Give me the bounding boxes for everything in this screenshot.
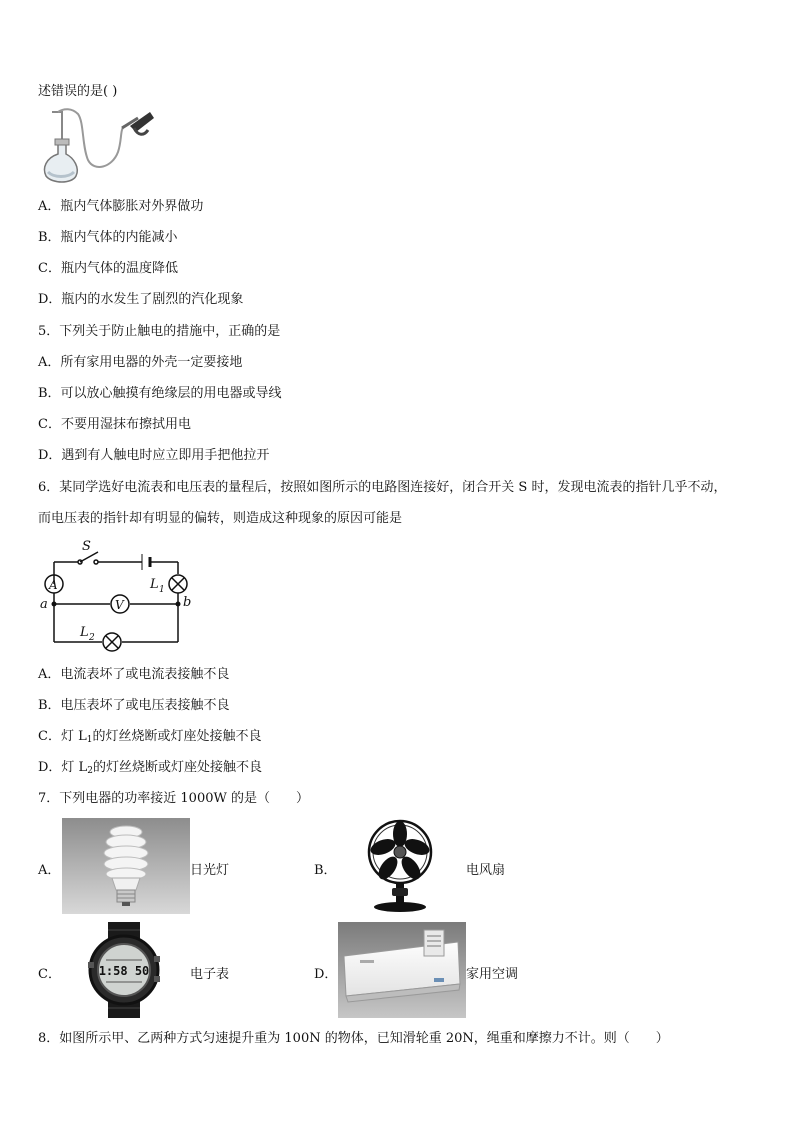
- q5-stem: 5．下列关于防止触电的措施中，正确的是: [38, 324, 281, 339]
- voltmeter-label: V: [115, 598, 124, 612]
- watch-display: 1:58 50: [98, 964, 150, 978]
- q7-option-c-label: 电子表: [190, 967, 230, 982]
- cfl-bulb-icon: [62, 818, 190, 914]
- node-b-label: b: [183, 595, 192, 610]
- q6-stem-line2: 而电压表的指针却有明显的偏转，则造成这种现象的原因可能是: [38, 511, 403, 526]
- q4-option-a: A．瓶内气体膨胀对外界做功: [38, 199, 204, 214]
- air-conditioner-icon: [338, 922, 466, 1018]
- ammeter-label: A: [49, 578, 58, 592]
- q6-stem-line1: 6．某同学选好电流表和电压表的量程后，按照如图所示的电路图连接好，闭合开关 S 时，发现电流表的指针几乎不动，: [38, 480, 727, 495]
- lamp2-sub: 2: [89, 633, 95, 643]
- q5-option-d: D．遇到有人触电时应立即用手把他拉开: [38, 448, 270, 463]
- lamp1-sub: 1: [159, 585, 165, 595]
- q5-option-c: C．不要用湿抹布擦拭用电: [38, 417, 191, 432]
- q7-option-b-label: 电风扇: [466, 863, 506, 878]
- q7-option-d-letter: D．: [314, 967, 338, 982]
- q6-option-b: B．电压表坏了或电压表接触不良: [38, 698, 230, 713]
- q7-option-a-letter: A．: [38, 863, 61, 878]
- circuit-diagram: [38, 536, 198, 654]
- q6-option-a: A．电流表坏了或电流表接触不良: [38, 667, 230, 682]
- q8-stem: 8．如图所示甲、乙两种方式匀速提升重为 100N 的物体，已知滑轮重 20N，绳重和摩擦力不计。则（ ）: [38, 1031, 669, 1046]
- lamp1-label: L: [150, 577, 159, 592]
- q5-option-b: B．可以放心触摸有绝缘层的用电器或导线: [38, 386, 282, 401]
- lamp2-label: L: [80, 625, 89, 640]
- flask-pump-image: [38, 106, 154, 184]
- node-a-label: a: [40, 597, 48, 612]
- q7-option-c-letter: C．: [38, 967, 61, 982]
- q4-option-b: B．瓶内气体的内能减小: [38, 230, 178, 245]
- q4-option-c: C．瓶内气体的温度降低: [38, 261, 178, 276]
- switch-label: S: [82, 539, 91, 554]
- electric-fan-icon: [362, 818, 438, 914]
- q7-option-d-label: 家用空调: [466, 967, 519, 982]
- q7-option-a-label: 日光灯: [190, 863, 230, 878]
- q4-option-d: D．瓶内的水发生了剧烈的汽化现象: [38, 292, 244, 307]
- q4-stem-tail: 述错误的是( ): [38, 84, 118, 99]
- q7-option-b-letter: B．: [314, 863, 337, 878]
- q6-option-c: C．灯 $L_1$的灯丝烧断或灯座处接触不良: [38, 729, 262, 745]
- q7-stem: 7．下列电器的功率接近 1000W 的是（ ）: [38, 791, 309, 806]
- q5-option-a: A．所有家用电器的外壳一定要接地: [38, 355, 243, 370]
- digital-watch-icon: [62, 922, 188, 1018]
- q6-option-d: D．灯 $L_2$的灯丝烧断或灯座处接触不良: [38, 760, 262, 776]
